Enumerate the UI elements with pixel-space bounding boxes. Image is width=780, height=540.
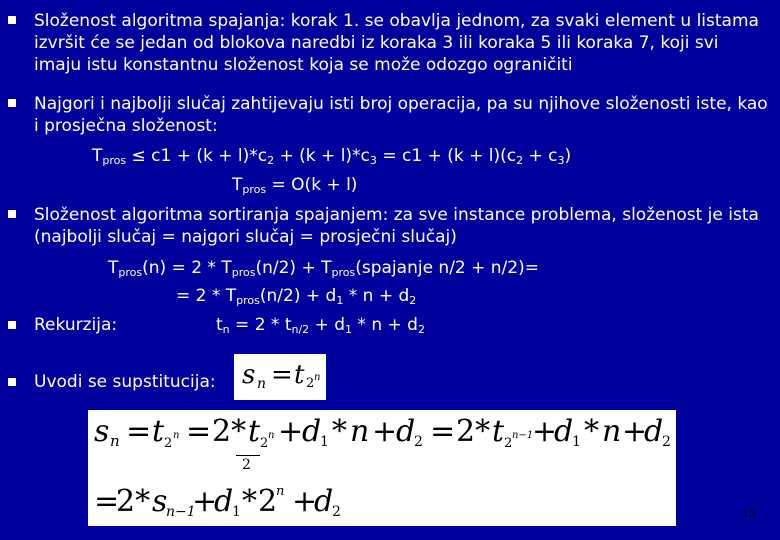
- formula-recurrence-2: = $2 * T_{pros}(n/2) + d_1 * n + d_2$: [176, 286, 417, 307]
- bullet-marker: [8, 210, 16, 218]
- bullet-text-cases: Najgori i najbolji slučaj zahtijevaju isti broj operacija, pa su njihove složenosti iste, kao i prosječna složenost:: [34, 94, 768, 136]
- bullet-text-substitution: Uvodi se supstitucija:: [34, 372, 216, 392]
- formula-recursion: $t_n = 2 * t_{n/2} + d_1 * n + d_2$: [216, 315, 425, 336]
- formula-tpros-big-o: $T_{pros} = O(k + l)$: [232, 175, 358, 196]
- bullet-text-recursion: Rekurzija:: [34, 315, 118, 335]
- bullet-text-mergesort: Složenost algoritma sortiranja spajanjem: za sve instance problema, složenost je ista (najbolji slučaj = najgori slučaj = prosječni slučaj): [34, 205, 759, 247]
- bullet-marker: [8, 378, 16, 386]
- page-number: 15: [742, 507, 756, 520]
- bullet-text-merge-complexity: Složenost algoritma spajanja: korak 1. se obavlja jednom, za svaki element u listama izvršit će se jedan od blokova naredbi iz koraka 3 ili koraka 5 ili koraka 7, koji svi imaju istu konstantnu složenost koja se može odozgo ograničiti: [34, 11, 759, 75]
- formula-recurrence-1: $T_{pros}(n) = 2 * T_{pros}(n/2)$ + $T_{pros}(spajanje$ n/2 + n/2)=: [108, 258, 539, 279]
- fraction-bar: [236, 455, 260, 456]
- substitution-derivation-image: s n = t 2 n = 2* t 2 n + d 1 * n + d 2 = 2* t 2 n−1 + d 1 * n + d 2 2 = 2* s n−1 + d 1 * 2 n + d 2: [88, 410, 676, 526]
- bullet-marker: [8, 99, 16, 107]
- formula-tpros-bound: $T_{pros} \le c1 + (k + l)*c_2 + (k + l)*c_3 = c1 + (k + l)(c_2 + c_3)$: [92, 146, 572, 167]
- substitution-formula-image: s n = t 2 n: [234, 354, 326, 400]
- bullet-marker: [8, 16, 16, 24]
- bullet-marker: [8, 321, 16, 329]
